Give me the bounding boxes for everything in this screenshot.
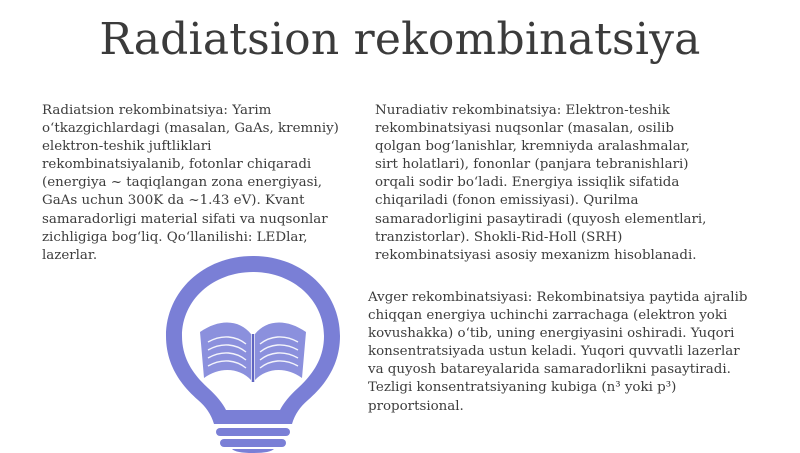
nonradiative-recombination-text: Nuradiativ rekombinatsiya: Elektron-teshik rekombinatsiyasi nuqsonlar (masalan, osilib qolgan bogʻlanishlar, kremniyda aralashmalar, sirt holatlari), fononlar (panjara tebranishlari) orqali sodir boʻladi. Energiya issiqlik sifatida chiqariladi (fonon emissiyasi). Qurilma samaradorligini pasaytiradi (quyosh elementlari, tranzistorlar). Shokli-Rid-Holl (SRH) rekombinatsiyasi asosiy mexanizm hisoblanadi. (375, 103, 707, 263)
radiative-recombination-text: Radiatsion rekombinatsiya: Yarim oʻtkazgichlardagi (masalan, GaAs, kremniy) elektron-teshik juftliklari rekombinatsiyalanib, fotonlar chiqaradi (energiya ~ taqiqlangan zona energiyasi, GaAs uchun 300K da ~1.43 eV). Kvant samaradorligi material sifati va nuqsonlar zichligiga bogʻliq. Qoʻllanilishi: LEDlar, lazerlar. (42, 103, 339, 263)
lightbulb-book-icon (158, 248, 348, 453)
slide-title: Radiatsion rekombinatsiya (99, 14, 701, 65)
auger-recombination-text: Avger rekombinatsiyasi: Rekombinatsiya paytida ajralib chiqqan energiya uchinchi zarrachaga (elektron yoki kovushakka) oʻtib, uning energiyasini oshiradi. Yuqori konsentratsiyada ustun keladi. Yuqori quvvatli lazerlar va quyosh batareyalarida samaradorlikni pasaytiradi. Tezligi konsentratsiyaning kubiga (n³ yoki p³) proportsional. (368, 290, 748, 414)
